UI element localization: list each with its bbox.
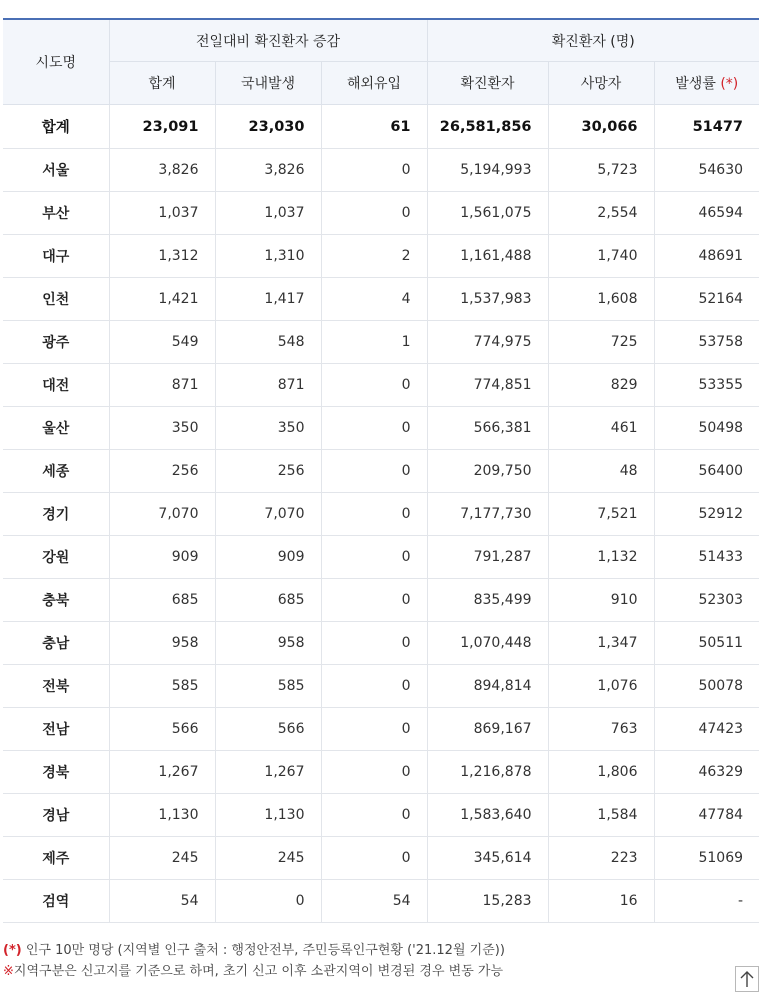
note2-text: 지역구분은 신고지를 기준으로 하며, 초기 신고 이후 소관지역이 변경된 경우 변동 가능 <box>13 964 504 979</box>
table-row <box>3 708 759 751</box>
table-row <box>3 235 759 278</box>
cell-incidence-rate: 51433 <box>654 536 759 579</box>
table-row <box>3 450 759 493</box>
cell-daily-total: 1,037 <box>109 192 215 235</box>
cell-daily-total: 958 <box>109 622 215 665</box>
cell-daily-total: 1,130 <box>109 794 215 837</box>
cell-confirmed: 869,167 <box>427 708 548 751</box>
cell-daily-domestic: 871 <box>215 364 321 407</box>
row-name: 충북 <box>3 579 109 622</box>
cell-incidence-rate: 52912 <box>654 493 759 536</box>
cell-incidence-rate: 52164 <box>654 278 759 321</box>
cell-daily-total: 585 <box>109 665 215 708</box>
cell-daily-total: 245 <box>109 837 215 880</box>
cell-deaths: 1,076 <box>548 665 654 708</box>
row-name: 전남 <box>3 708 109 751</box>
cell-daily-total: 685 <box>109 579 215 622</box>
cell-daily-overseas: 0 <box>321 364 427 407</box>
cell-confirmed: 345,614 <box>427 837 548 880</box>
header-incidence-rate <box>654 62 759 105</box>
cell-daily-overseas: 0 <box>321 192 427 235</box>
cell-deaths: 829 <box>548 364 654 407</box>
header-incidence-rate-label: 발생률 <box>675 76 716 92</box>
row-name: 인천 <box>3 278 109 321</box>
covid-region-table <box>3 18 759 923</box>
table-row <box>3 837 759 880</box>
header-region: 시도명 <box>3 19 109 105</box>
cell-confirmed: 209,750 <box>427 450 548 493</box>
cell-incidence-rate: 50498 <box>654 407 759 450</box>
cell-deaths: 5,723 <box>548 149 654 192</box>
cell-daily-overseas: 54 <box>321 880 427 923</box>
table-row <box>3 880 759 923</box>
cell-daily-total: 549 <box>109 321 215 364</box>
cell-daily-total: 7,070 <box>109 493 215 536</box>
table-row <box>3 149 759 192</box>
cell-daily-total: 23,091 <box>109 105 215 149</box>
cell-daily-overseas: 0 <box>321 407 427 450</box>
cell-daily-total: 909 <box>109 536 215 579</box>
cell-daily-overseas: 2 <box>321 235 427 278</box>
cell-incidence-rate: 47423 <box>654 708 759 751</box>
cell-daily-overseas: 4 <box>321 278 427 321</box>
cell-confirmed: 1,216,878 <box>427 751 548 794</box>
cell-confirmed: 7,177,730 <box>427 493 548 536</box>
cell-deaths: 16 <box>548 880 654 923</box>
cell-daily-total: 54 <box>109 880 215 923</box>
cell-incidence-rate: 46329 <box>654 751 759 794</box>
note1-mark: (*) <box>3 943 22 958</box>
cell-daily-overseas: 0 <box>321 579 427 622</box>
cell-incidence-rate: 54630 <box>654 149 759 192</box>
row-name: 광주 <box>3 321 109 364</box>
cell-incidence-rate: - <box>654 880 759 923</box>
cell-daily-overseas: 0 <box>321 751 427 794</box>
cell-daily-total: 350 <box>109 407 215 450</box>
header-confirmed: 확진환자 <box>427 62 548 105</box>
row-name: 대전 <box>3 364 109 407</box>
table-row-total <box>3 105 759 149</box>
cell-daily-domestic: 23,030 <box>215 105 321 149</box>
row-name: 서울 <box>3 149 109 192</box>
cell-incidence-rate: 52303 <box>654 579 759 622</box>
cell-incidence-rate: 51069 <box>654 837 759 880</box>
cell-confirmed: 791,287 <box>427 536 548 579</box>
cell-daily-total: 871 <box>109 364 215 407</box>
cell-daily-domestic: 0 <box>215 880 321 923</box>
cell-daily-overseas: 0 <box>321 450 427 493</box>
cell-confirmed: 1,561,075 <box>427 192 548 235</box>
cell-daily-domestic: 566 <box>215 708 321 751</box>
row-name: 검역 <box>3 880 109 923</box>
row-name: 강원 <box>3 536 109 579</box>
cell-incidence-rate: 50511 <box>654 622 759 665</box>
arrow-up-icon <box>739 970 755 988</box>
header-daily-total: 합계 <box>109 62 215 105</box>
cell-incidence-rate: 53758 <box>654 321 759 364</box>
row-name: 제주 <box>3 837 109 880</box>
cell-daily-domestic: 1,130 <box>215 794 321 837</box>
cell-daily-overseas: 0 <box>321 149 427 192</box>
cell-deaths: 725 <box>548 321 654 364</box>
table-body <box>3 105 759 923</box>
cell-confirmed: 1,537,983 <box>427 278 548 321</box>
cell-deaths: 2,554 <box>548 192 654 235</box>
note-region-basis <box>3 961 505 982</box>
cell-confirmed: 1,161,488 <box>427 235 548 278</box>
table-row <box>3 321 759 364</box>
cell-daily-overseas: 0 <box>321 837 427 880</box>
cell-deaths: 1,608 <box>548 278 654 321</box>
table-row <box>3 665 759 708</box>
row-name: 경남 <box>3 794 109 837</box>
cell-incidence-rate: 51477 <box>654 105 759 149</box>
cell-confirmed: 774,851 <box>427 364 548 407</box>
table-row <box>3 364 759 407</box>
note1-text: 인구 10만 명당 (지역별 인구 출처 : 행정안전부, 주민등록인구현황 ('21.12월 기준)) <box>21 943 505 958</box>
cell-confirmed: 15,283 <box>427 880 548 923</box>
row-name: 경기 <box>3 493 109 536</box>
table-row <box>3 407 759 450</box>
cell-deaths: 461 <box>548 407 654 450</box>
cell-daily-domestic: 909 <box>215 536 321 579</box>
cell-deaths: 1,806 <box>548 751 654 794</box>
cell-deaths: 48 <box>548 450 654 493</box>
cell-daily-overseas: 61 <box>321 105 427 149</box>
cell-daily-total: 1,421 <box>109 278 215 321</box>
cell-confirmed: 1,583,640 <box>427 794 548 837</box>
cell-daily-total: 1,267 <box>109 751 215 794</box>
cell-daily-total: 1,312 <box>109 235 215 278</box>
cell-deaths: 7,521 <box>548 493 654 536</box>
note-incidence-rate <box>3 940 505 961</box>
table-row <box>3 192 759 235</box>
cell-deaths: 763 <box>548 708 654 751</box>
table-row <box>3 622 759 665</box>
table-row <box>3 536 759 579</box>
cell-daily-overseas: 0 <box>321 493 427 536</box>
row-name: 대구 <box>3 235 109 278</box>
cell-incidence-rate: 50078 <box>654 665 759 708</box>
row-name: 부산 <box>3 192 109 235</box>
cell-daily-domestic: 256 <box>215 450 321 493</box>
cell-daily-domestic: 1,267 <box>215 751 321 794</box>
cell-confirmed: 5,194,993 <box>427 149 548 192</box>
cell-daily-overseas: 0 <box>321 622 427 665</box>
cell-confirmed: 26,581,856 <box>427 105 548 149</box>
cell-daily-total: 3,826 <box>109 149 215 192</box>
scroll-top-button[interactable] <box>735 966 759 992</box>
row-name: 세종 <box>3 450 109 493</box>
cell-daily-overseas: 0 <box>321 536 427 579</box>
cell-daily-domestic: 1,037 <box>215 192 321 235</box>
cell-daily-overseas: 1 <box>321 321 427 364</box>
cell-confirmed: 774,975 <box>427 321 548 364</box>
cell-daily-domestic: 245 <box>215 837 321 880</box>
note2-mark: ※ <box>3 964 14 979</box>
table-row <box>3 579 759 622</box>
cell-deaths: 1,132 <box>548 536 654 579</box>
cell-incidence-rate: 53355 <box>654 364 759 407</box>
cell-deaths: 1,740 <box>548 235 654 278</box>
cell-incidence-rate: 56400 <box>654 450 759 493</box>
cell-daily-total: 566 <box>109 708 215 751</box>
row-name: 전북 <box>3 665 109 708</box>
cell-incidence-rate: 47784 <box>654 794 759 837</box>
cell-daily-total: 256 <box>109 450 215 493</box>
row-name: 합계 <box>3 105 109 149</box>
cell-incidence-rate: 48691 <box>654 235 759 278</box>
covid-region-table-container <box>3 18 759 923</box>
cell-daily-overseas: 0 <box>321 665 427 708</box>
cell-confirmed: 835,499 <box>427 579 548 622</box>
cell-deaths: 30,066 <box>548 105 654 149</box>
cell-daily-overseas: 0 <box>321 794 427 837</box>
cell-deaths: 1,347 <box>548 622 654 665</box>
header-group-daily-change: 전일대비 확진환자 증감 <box>109 19 427 62</box>
cell-daily-domestic: 7,070 <box>215 493 321 536</box>
header-deaths: 사망자 <box>548 62 654 105</box>
row-name: 경북 <box>3 751 109 794</box>
cell-incidence-rate: 46594 <box>654 192 759 235</box>
cell-daily-domestic: 958 <box>215 622 321 665</box>
header-group-confirmed: 확진환자 (명) <box>427 19 759 62</box>
table-row <box>3 278 759 321</box>
cell-daily-domestic: 585 <box>215 665 321 708</box>
cell-daily-domestic: 1,310 <box>215 235 321 278</box>
cell-daily-domestic: 1,417 <box>215 278 321 321</box>
cell-confirmed: 1,070,448 <box>427 622 548 665</box>
cell-deaths: 1,584 <box>548 794 654 837</box>
cell-daily-overseas: 0 <box>321 708 427 751</box>
cell-daily-domestic: 3,826 <box>215 149 321 192</box>
cell-daily-domestic: 685 <box>215 579 321 622</box>
cell-deaths: 910 <box>548 579 654 622</box>
rate-footnote-mark: (*) <box>720 76 739 92</box>
cell-confirmed: 894,814 <box>427 665 548 708</box>
cell-deaths: 223 <box>548 837 654 880</box>
table-row <box>3 493 759 536</box>
table-row <box>3 794 759 837</box>
table-notes <box>3 940 505 982</box>
header-daily-overseas: 해외유입 <box>321 62 427 105</box>
cell-daily-domestic: 350 <box>215 407 321 450</box>
table-row <box>3 751 759 794</box>
row-name: 충남 <box>3 622 109 665</box>
row-name: 울산 <box>3 407 109 450</box>
cell-confirmed: 566,381 <box>427 407 548 450</box>
header-daily-domestic: 국내발생 <box>215 62 321 105</box>
cell-daily-domestic: 548 <box>215 321 321 364</box>
